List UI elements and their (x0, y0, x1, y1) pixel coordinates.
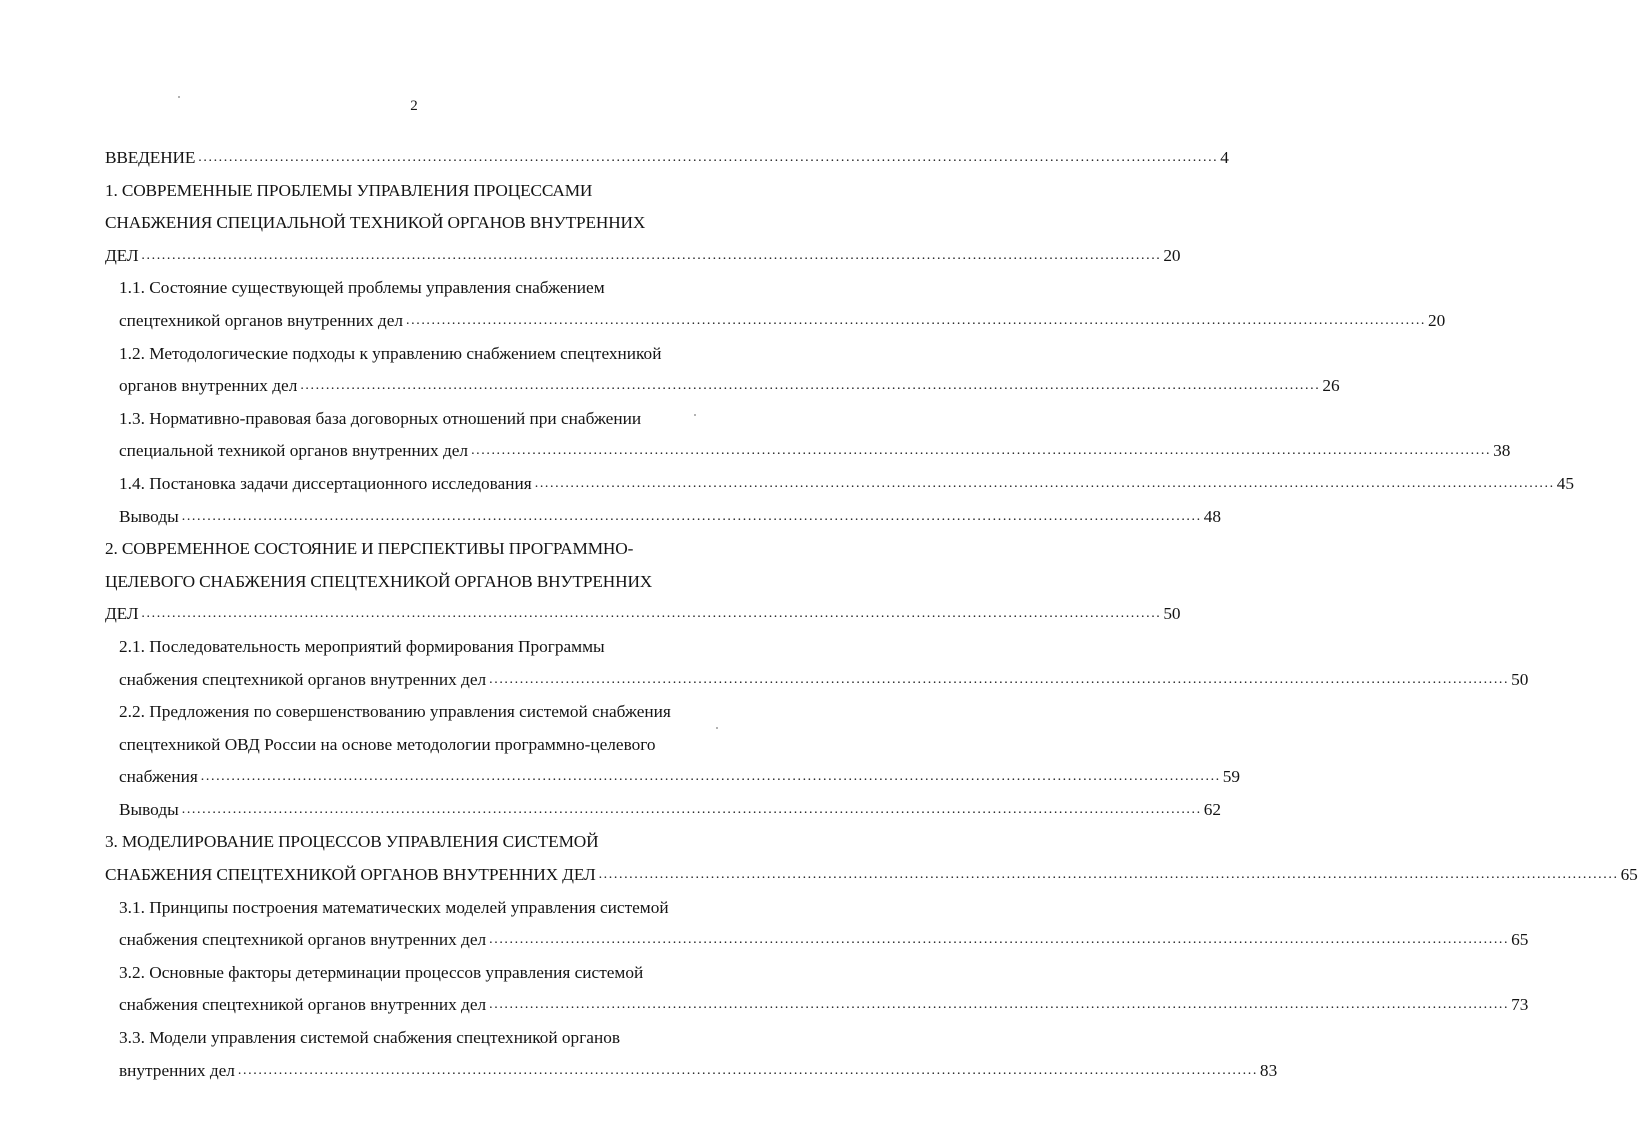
dot-leader: ........................................................................................................................................................................................................ (489, 932, 1510, 948)
toc-entry-title: 1. СОВРЕМЕННЫЕ ПРОБЛЕМЫ УПРАВЛЕНИЯ ПРОЦЕССАМИ (105, 180, 593, 200)
toc-entry (105, 468, 1575, 501)
toc-entry-title: 2.2. Предложения по совершенствованию управления системой снабжения (119, 702, 671, 722)
toc-entry-title: спецтехникой ОВД России на основе методологии программно-целевого (119, 734, 656, 754)
toc-page-number: 62 (1203, 799, 1222, 819)
dot-leader: ........................................................................................................................................................................................................ (598, 867, 1619, 883)
toc-entry-title: 3. МОДЕЛИРОВАНИЕ ПРОЦЕССОВ УПРАВЛЕНИЯ СИСТЕМОЙ (105, 832, 599, 852)
toc-entry (105, 794, 1222, 827)
dot-leader: ........................................................................................................................................................................................................ (181, 801, 1202, 817)
toc-entry-line (105, 403, 726, 436)
table-of-contents (105, 142, 1638, 1087)
toc-entry-title: 1.2. Методологические подходы к управлению снабжением спецтехникой (119, 343, 662, 363)
toc-page-number: 26 (1322, 376, 1340, 396)
toc-entry-title: СНАБЖЕНИЯ СПЕЦТЕХНИКОЙ ОРГАНОВ ВНУТРЕННИХ ДЕЛ (105, 865, 596, 885)
toc-entry-title: СНАБЖЕНИЯ СПЕЦИАЛЬНОЙ ТЕХНИКОЙ ОРГАНОВ ВНУТРЕННИХ (105, 213, 646, 233)
scan-speck (178, 96, 180, 98)
toc-page-number: 20 (1163, 245, 1181, 265)
dot-leader: ........................................................................................................................................................................................................ (237, 1062, 1258, 1078)
toc-entry-line (105, 533, 726, 566)
toc-entry-title: ДЕЛ (105, 245, 139, 265)
toc-entry-title: 1.3. Нормативно-правовая база договорных отношений при снабжении (119, 408, 642, 428)
toc-entry-title: 1.4. Постановка задачи диссертационного исследования (119, 473, 532, 493)
dot-leader: ........................................................................................................................................................................................................ (489, 671, 1510, 687)
toc-page-number: 59 (1222, 767, 1241, 787)
dot-leader: ........................................................................................................................................................................................................ (300, 378, 1321, 394)
toc-page-number: 50 (1511, 669, 1529, 689)
dot-leader: ........................................................................................................................................................................................................ (141, 606, 1162, 622)
toc-entry-title: снабжения (119, 767, 198, 787)
toc-entry-line (105, 957, 726, 990)
dot-leader: ........................................................................................................................................................................................................ (534, 475, 1555, 491)
page-number: 2 (410, 98, 418, 114)
toc-entry (105, 664, 1529, 697)
toc-entry-title: ВВЕДЕНИЕ (105, 148, 196, 167)
toc-entry-line (105, 1022, 726, 1055)
toc-page-number: 45 (1556, 473, 1575, 493)
toc-page-number: 48 (1203, 506, 1222, 526)
toc-page-number: 73 (1511, 995, 1529, 1015)
dot-leader: ........................................................................................................................................................................................................ (489, 997, 1510, 1013)
toc-entry (105, 859, 1638, 892)
scan-speck (716, 727, 718, 729)
dot-leader: ........................................................................................................................................................................................................ (406, 312, 1427, 328)
toc-entry (105, 305, 1446, 338)
toc-entry-title: 2. СОВРЕМЕННОЕ СОСТОЯНИЕ И ПЕРСПЕКТИВЫ ПРОГРАММНО- (105, 539, 634, 559)
toc-entry-title: 1.1. Состояние существующей проблемы управления снабжением (119, 278, 605, 298)
toc-page-number: 65 (1511, 930, 1529, 950)
toc-entry (105, 240, 1181, 273)
toc-entry-title: 3.1. Принципы построения математических моделей управления системой (119, 897, 669, 917)
toc-entry (105, 989, 1529, 1022)
toc-entry-title: 3.3. Модели управления системой снабжения спецтехникой органов (119, 1028, 621, 1048)
toc-entry-title: снабжения спецтехникой органов внутренних дел (119, 669, 487, 689)
toc-entry-title: внутренних дел (119, 1060, 235, 1080)
toc-entry-line (105, 175, 726, 208)
toc-entry-title: спецтехникой органов внутренних дел (119, 310, 404, 330)
toc-entry (105, 1055, 1278, 1088)
dot-leader: ........................................................................................................................................................................................................ (200, 769, 1221, 785)
dot-leader: ........................................................................................................................................................................................................ (141, 247, 1162, 263)
toc-entry-title: ЦЕЛЕВОГО СНАБЖЕНИЯ СПЕЦТЕХНИКОЙ ОРГАНОВ ВНУТРЕННИХ (105, 571, 653, 591)
toc-entry-line (105, 826, 726, 859)
toc-entry (105, 761, 1241, 794)
toc-entry-title: 2.1. Последовательность мероприятий формирования Программы (119, 636, 605, 656)
toc-entry-title: снабжения спецтехникой органов внутренних дел (119, 995, 487, 1015)
toc-page-number: 83 (1259, 1060, 1278, 1080)
toc-entry-title: снабжения спецтехникой органов внутренних дел (119, 930, 487, 950)
toc-entry (105, 598, 1181, 631)
toc-entry-line (105, 338, 726, 371)
toc-page-number: 20 (1428, 310, 1446, 330)
toc-page-number: 4 (1220, 148, 1229, 167)
toc-entry (105, 501, 1222, 534)
toc-entry-line (105, 272, 726, 305)
toc-entry-title: ДЕЛ (105, 604, 139, 624)
dot-leader: ........................................................................................................................................................................................................ (198, 150, 1219, 165)
toc-entry-title: специальной техникой органов внутренних дел (119, 441, 469, 461)
toc-entry-title: Выводы (119, 506, 179, 526)
scan-speck (694, 414, 696, 416)
dot-leader: ........................................................................................................................................................................................................ (181, 508, 1202, 524)
toc-entry-line (105, 729, 726, 762)
toc-entry-line (105, 892, 726, 925)
toc-entry (105, 924, 1529, 957)
toc-entry-title: 3.2. Основные факторы детерминации процессов управления системой (119, 962, 644, 982)
toc-entry (105, 435, 1511, 468)
toc-entry (105, 142, 1229, 175)
dot-leader: ........................................................................................................................................................................................................ (471, 443, 1492, 459)
toc-entry-line (105, 566, 726, 599)
toc-entry-line (105, 207, 726, 240)
toc-entry-line (105, 631, 726, 664)
toc-entry-line (105, 696, 726, 729)
toc-page-number: 38 (1493, 441, 1511, 461)
toc-page-number: 65 (1620, 865, 1638, 885)
toc-entry-title: органов внутренних дел (119, 376, 298, 396)
toc-entry (105, 370, 1340, 403)
toc-page-number: 50 (1163, 604, 1181, 624)
toc-entry-title: Выводы (119, 799, 179, 819)
